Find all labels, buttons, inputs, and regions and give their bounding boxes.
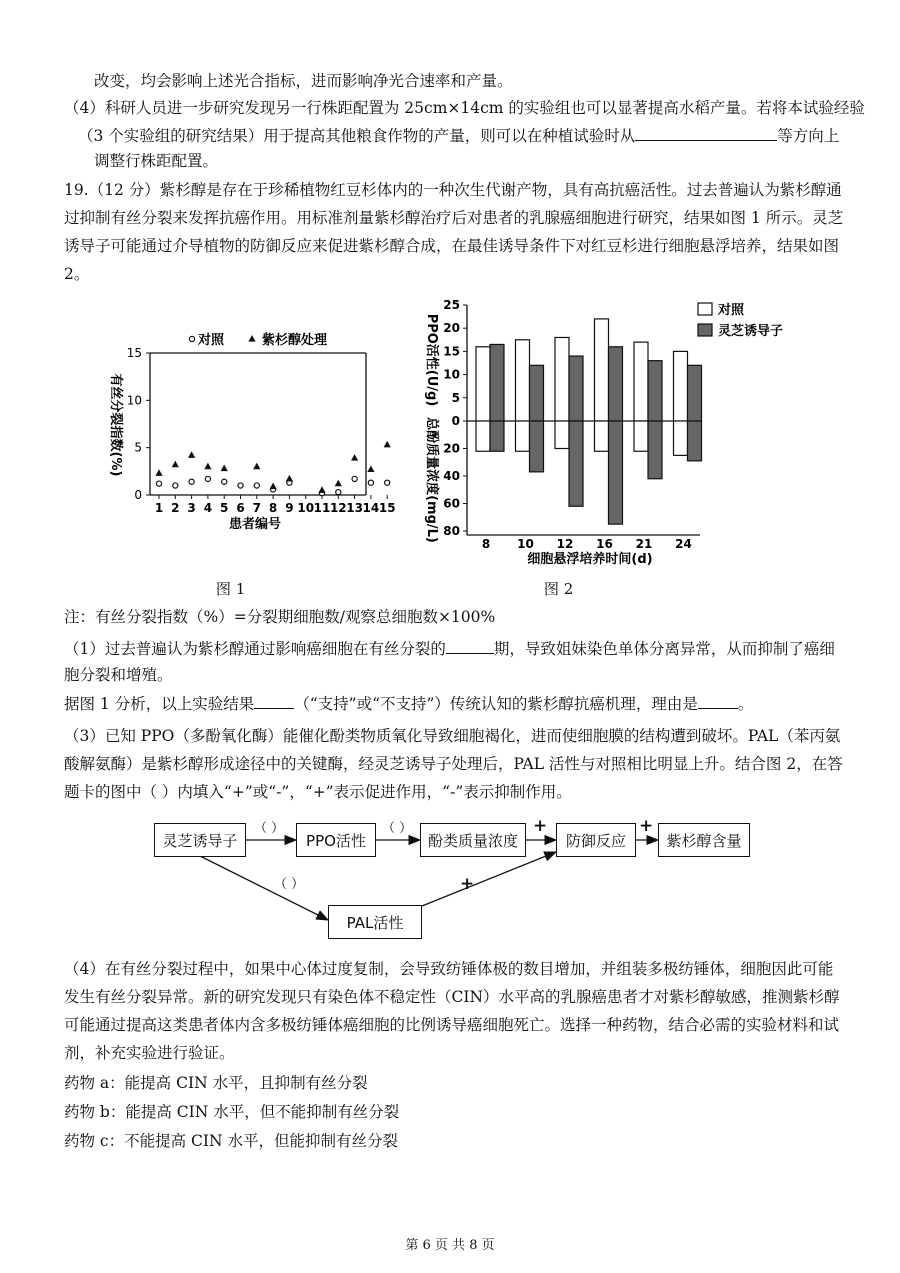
x-tick-label: 8 [481,537,491,551]
y-tick-label: 25 [443,298,460,312]
x-tick-label: 13 [346,501,363,515]
text-line: （4）在有丝分裂过程中，如果中心体过度复制，会导致纺锤体极的数目增加，并组装多极纺锤体，细胞因此可能 [64,960,834,978]
text-fragment: 据图 1 分析，以上实验结果 [64,695,255,713]
x-tick-label: 21 [635,537,653,551]
x-tick-label: 3 [187,501,196,515]
answer-paren[interactable]: （ ） [274,877,305,892]
flow-node-taxol: 紫杉醇含量 [658,823,750,857]
x-tick-label: 7 [252,501,261,515]
y-tick-label: 15 [126,346,142,360]
text-line: （4）科研人员进一步研究发现另一行株距配置为 25cm×14cm 的实验组也可以显著提高水稻产量。若将本试验经验 [64,99,865,117]
note: 注：有丝分裂指数（%）=分裂期细胞数/观察总细胞数×100% [64,608,496,626]
x-tick-label: 24 [675,537,692,551]
x-tick-label: 12 [556,537,574,551]
x-tick-label: 2 [171,501,180,515]
text-line: 过抑制有丝分裂来发挥抗癌作用。用标准剂量紫杉醇治疗后对患者的乳腺癌细胞进行研究，结果如图 1 所示。灵芝 [64,209,844,227]
text-line: 酸解氨酶）是紫杉醇形成途径中的关键酶，经灵芝诱导子处理后，PAL 活性与对照相比明显上升。结合图 2，在答 [64,755,843,773]
text-line: 调整行株距配置。 [94,152,219,170]
y-tick-label: 5 [451,390,460,405]
y-tick-label: 40 [443,469,460,483]
legend-label-taxol: 紫杉醇处理 [262,333,328,348]
x-tick-label: 1 [154,501,164,515]
plus-sign: + [460,874,475,894]
plus-sign: + [533,816,548,836]
answer-paren[interactable]: （ ） [382,821,413,836]
flow-node-defense: 防御反应 [556,823,636,857]
x-tick-label: 16 [596,537,613,551]
text-line: 改变，均会影响上述光合指标，进而影响净光合速率和产量。 [94,72,513,90]
answer-paren[interactable]: （ ） [254,821,285,836]
legend-label-control: 对照 [718,303,745,318]
page-footer: 第 6 页 共 8 页 [405,1238,495,1253]
legend-label-inducer: 灵芝诱导子 [718,324,784,339]
text-line: 胞分裂和增殖。 [64,666,173,684]
text-fragment: （1）过去普遍认为紫杉醇通过影响癌细胞在有丝分裂的 [64,640,446,658]
x-tick-label: 4 [203,501,213,515]
text-line: 剂，补充实验进行验证。 [64,1044,235,1062]
x-axis-label: 患者编号 [228,517,282,532]
flow-node-ppo: PPO活性 [296,823,376,857]
y-tick-label: 5 [134,440,142,455]
plus-sign: + [639,816,654,836]
y-tick-label: 15 [443,344,460,359]
text-fragment: 等方向上 [777,127,840,145]
text-fragment: （3 个实验组的研究结果）用于提高其他粮食作物的产量，则可以在种植试验时从 [78,127,636,145]
y-tick-label: 20 [443,441,460,456]
text-line: 发生有丝分裂异常。新的研究发现只有染色体不稳定性（CIN）水平高的乳腺癌患者才对紫杉醇敏感，推测紫杉醇 [64,988,840,1006]
x-tick-label: 10 [297,501,315,515]
flow-node-pal: PAL活性 [328,905,422,939]
text-fragment: 期，导致姐妹染色单体分离异常，从而抑制了癌细 [493,640,835,658]
figure-2-caption: 图 2 [544,580,574,598]
x-tick-label: 14 [362,501,380,515]
drug-c: 药物 c：不能提高 CIN 水平，但能抑制有丝分裂 [64,1132,399,1150]
legend-label-control: 对照 [198,333,225,348]
text-line: （3）已知 PPO（多酚氧化酶）能催化酚类物质氧化导致细胞褐化，进而使细胞膜的结构遭到破坏。PAL（苯丙氨 [64,727,841,745]
drug-a: 药物 a：能提高 CIN 水平，且抑制有丝分裂 [64,1074,368,1092]
flow-node-inducer: 灵芝诱导子 [154,823,246,857]
text-fragment: 。 [737,695,754,713]
x-axis-label: 细胞悬浮培养时间(d) [527,552,653,567]
y-axis-label-top: PPO活性(U/g) [424,313,439,407]
x-tick-label: 9 [285,501,294,515]
y-tick-label: 0 [134,488,142,502]
x-tick-label: 5 [220,501,229,515]
y-tick-label: 10 [126,393,142,408]
text-line: 诱导子可能通过介导植物的防御反应来促进紫杉醇合成，在最佳诱导条件下对红豆杉进行细胞悬浮培养，结果如图 [64,237,840,255]
text-fragment: （“支持”或“不支持”）传统认知的紫杉醇抗癌机理，理由是 [294,695,698,713]
drug-b: 药物 b：能提高 CIN 水平，但不能抑制有丝分裂 [64,1103,400,1121]
text-line: 可能通过提高这类患者体内含多极纺锤体癌细胞的比例诱导癌细胞死亡。选择一种药物，结合必需的实验材料和试 [64,1016,840,1034]
x-tick-label: 10 [517,537,534,551]
y-axis-label: 有丝分裂指数(%) [108,373,123,477]
x-tick-label: 8 [268,501,278,515]
y-tick-label: 20 [443,321,460,336]
y-tick-label: 0 [451,414,460,428]
y-axis-label-bottom: 总酚质量浓度(mg/L) [424,417,439,543]
x-tick-label: 12 [329,501,347,515]
x-tick-label: 11 [313,501,331,515]
text-line: 2。 [64,265,90,283]
y-tick-label: 10 [443,367,460,382]
y-tick-label: 60 [443,496,460,511]
figure-1-caption: 图 1 [216,580,246,598]
question-19: 19.（12 分）紫杉醇是存在于珍稀植物红豆杉体内的一种次生代谢产物，具有高抗癌活性。过去普遍认为紫杉醇通 [64,181,842,199]
flow-node-phenol: 酚类质量浓度 [420,823,526,857]
text-line: 题卡的图中（ ）内填入“+”或“-”，“+”表示促进作用，“-”表示抑制作用。 [64,783,572,801]
y-tick-label: 80 [443,524,460,538]
x-tick-label: 15 [378,501,396,515]
x-tick-label: 6 [236,501,245,515]
